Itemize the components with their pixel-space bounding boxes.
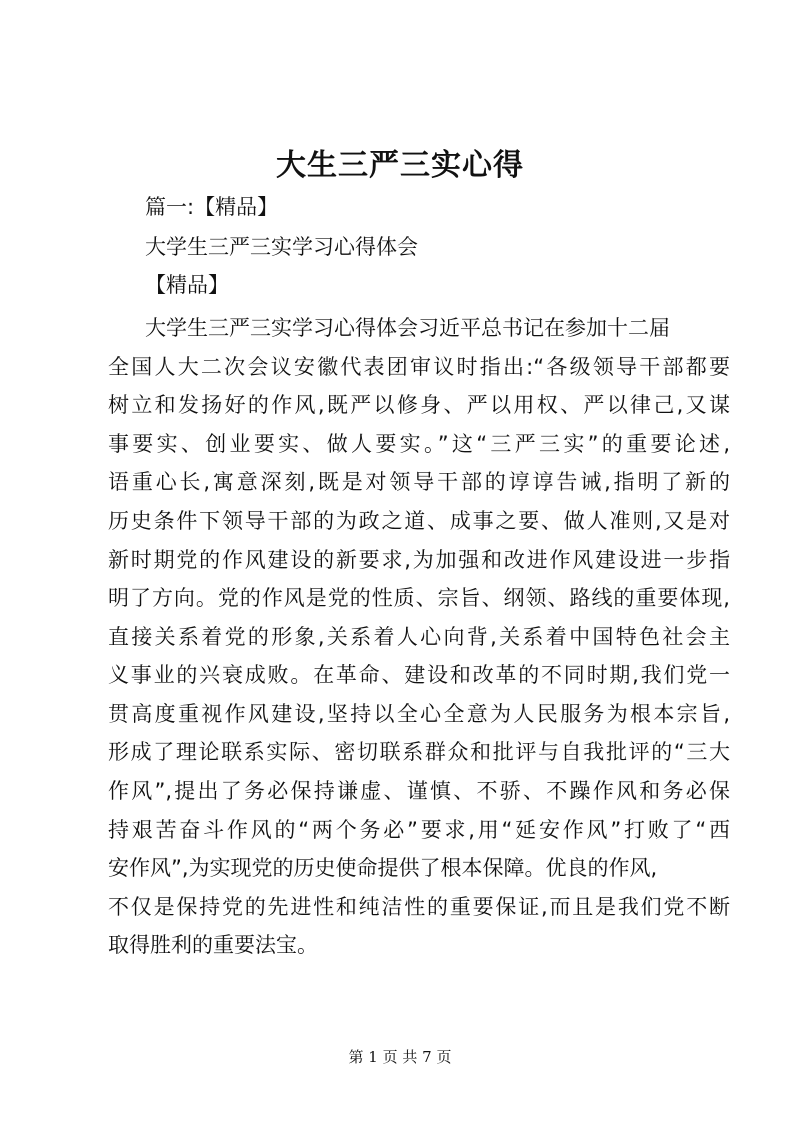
document-title: 大生三严三实心得 xyxy=(276,148,524,183)
body-line: 新时期党的作风建设的新要求,为加强和改进作风建设进一步指 xyxy=(108,548,730,572)
body-line: 全国人大二次会议安徽代表团审议时指出:“各级领导干部都要 xyxy=(108,355,730,379)
page-footer: 第 1 页 共 7 页 xyxy=(348,1048,452,1066)
body-line: 取得胜利的重要法宝。 xyxy=(108,933,318,957)
body-line: 贯高度重视作风建设,坚持以全心全意为人民服务为根本宗旨, xyxy=(108,702,730,726)
body-line: 作风”,提出了务必保持谦虚、谨慎、不骄、不躁作风和务必保 xyxy=(108,779,730,803)
body-line: 形成了理论联系实际、密切联系群众和批评与自我批评的“三大 xyxy=(108,740,730,764)
body-line: 历史条件下领导干部的为政之道、成事之要、做人准则,又是对 xyxy=(108,509,730,533)
body-line: 义事业的兴衰成败。在革命、建设和改革的不同时期,我们党一 xyxy=(108,663,730,687)
body-line: 事要实、创业要实、做人要实。”这“三严三实”的重要论述, xyxy=(108,432,730,456)
body-line: 树立和发扬好的作风,既严以修身、严以用权、严以律己,又谋 xyxy=(108,393,730,417)
document-subtitle: 大学生三严三实学习心得体会 xyxy=(145,235,418,259)
body-line: 安作风”,为实现党的历史使命提供了根本保障。优良的作风, xyxy=(108,856,658,880)
body-line: 不仅是保持党的先进性和纯洁性的重要保证,而且是我们党不断 xyxy=(108,895,730,919)
body-line: 大学生三严三实学习心得体会习近平总书记在参加十二届 xyxy=(145,316,670,340)
document-tag: 【精品】 xyxy=(145,273,229,297)
section-label: 篇一:【精品】 xyxy=(145,195,279,219)
body-line: 语重心长,寓意深刻,既是对领导干部的谆谆告诫,指明了新的 xyxy=(108,470,730,494)
body-line: 持艰苦奋斗作风的“两个务必”要求,用“延安作风”打败了“西 xyxy=(108,818,730,842)
body-line: 明了方向。党的作风是党的性质、宗旨、纲领、路线的重要体现, xyxy=(108,586,730,610)
body-line: 直接关系着党的形象,关系着人心向背,关系着中国特色社会主 xyxy=(108,625,730,649)
